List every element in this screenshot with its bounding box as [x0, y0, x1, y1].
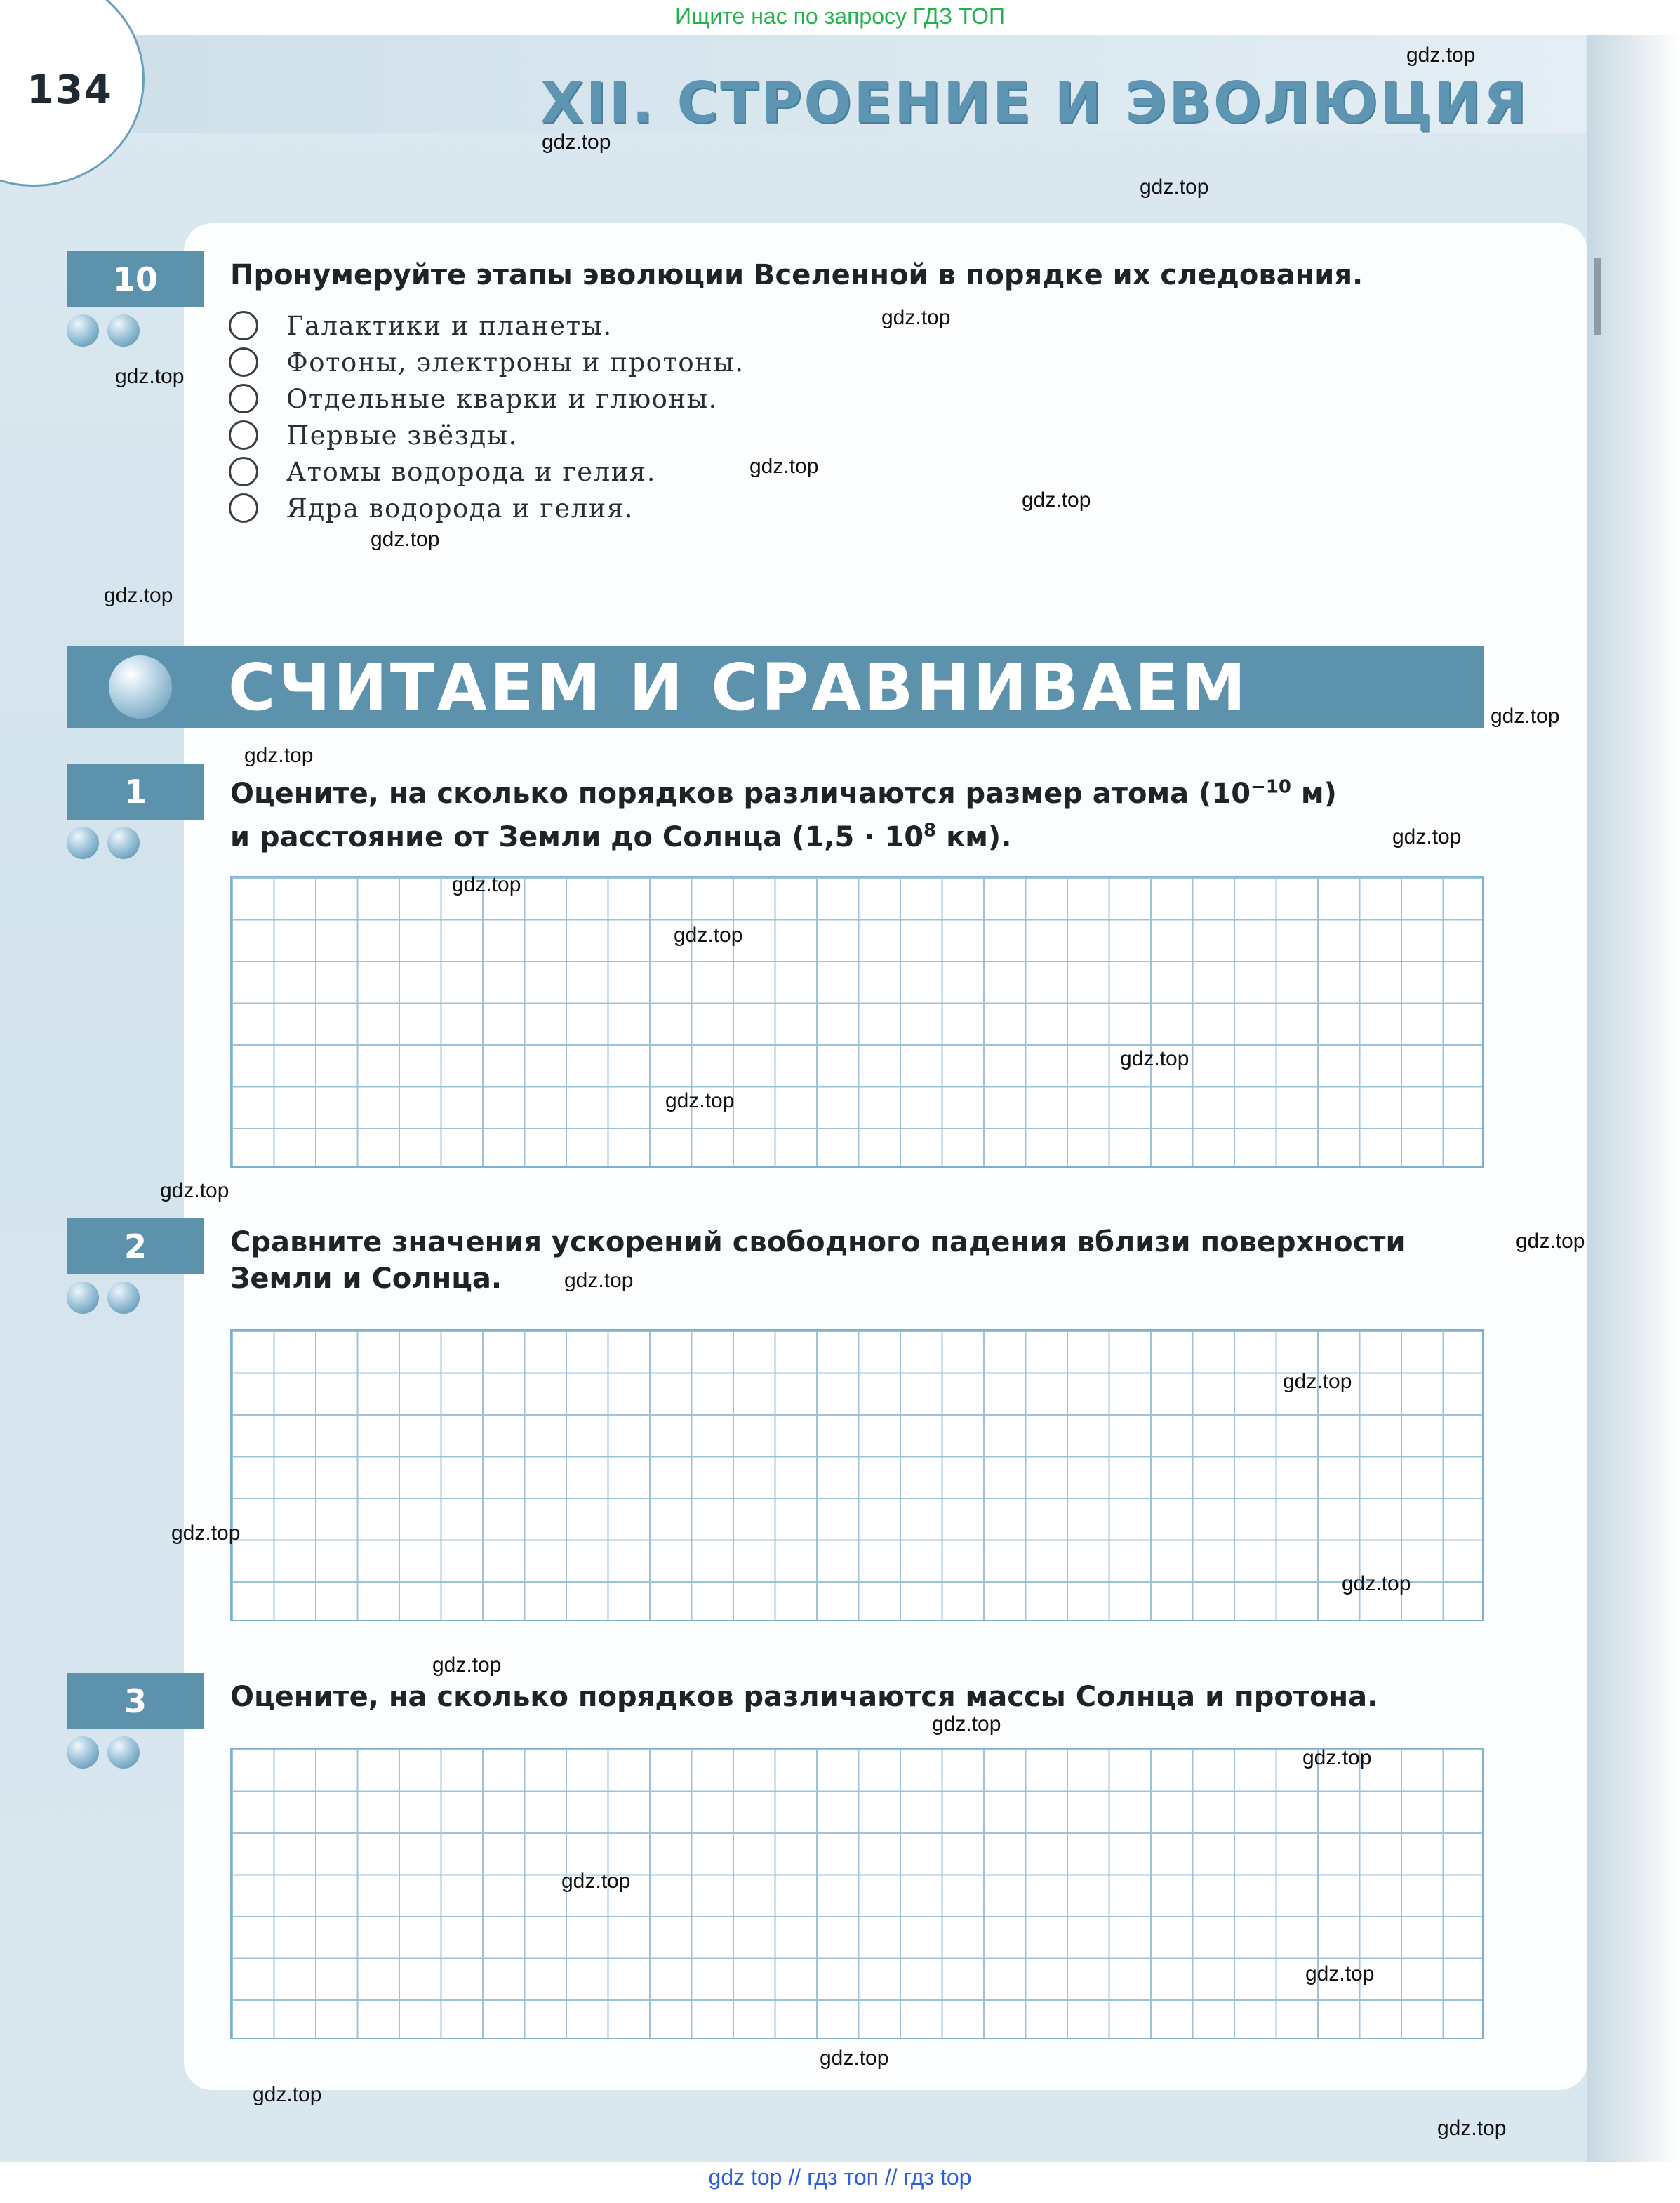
sphere-icon [109, 655, 172, 719]
watermark: gdz.top [160, 1179, 229, 1202]
answer-circle-input[interactable] [229, 347, 258, 377]
watermark: gdz.top [932, 1712, 1001, 1736]
text-fragment: Оцените, на сколько порядков различаются размер атома (10 [230, 778, 1251, 811]
difficulty-dot-icon [107, 1282, 140, 1314]
option-label: Атомы водорода и гелия. [286, 456, 656, 487]
watermark: gdz.top [1302, 1746, 1372, 1769]
task-1-line1 [230, 778, 1337, 810]
watermark: gdz.top [1305, 1962, 1375, 1985]
watermark: gdz.top [542, 131, 611, 154]
watermark: gdz.top [1437, 2117, 1507, 2140]
watermark: gdz.top [1516, 1230, 1585, 1253]
task-10-options [229, 307, 745, 526]
section-banner [67, 646, 1484, 728]
watermark: gdz.top [881, 306, 951, 329]
spine-mark [1594, 258, 1601, 335]
page-edge [1587, 35, 1680, 2162]
watermark: gdz.top [749, 455, 819, 478]
watermark: gdz.top [561, 1870, 631, 1893]
text-fragment: и расстояние от Земли до Солнца (1,5 · 10 [230, 820, 924, 853]
task-2-line1: Сравните значения ускорений свободного падения вблизи поверхности [230, 1226, 1406, 1258]
task-1-line2 [230, 821, 1011, 853]
answer-circle-input[interactable] [229, 457, 258, 486]
watermark: gdz.top [115, 365, 185, 388]
difficulty-dot-icon [67, 827, 99, 859]
section-title: СЧИТАЕМ И СРАВНИВАЕМ [228, 649, 1249, 725]
answer-circle-input[interactable] [229, 420, 258, 450]
task-3-difficulty [67, 1736, 140, 1769]
task-1-difficulty [67, 827, 140, 859]
answer-circle-input[interactable] [229, 311, 258, 340]
watermark: gdz.top [1120, 1047, 1189, 1070]
watermark: gdz.top [820, 2046, 889, 2070]
text-fragment: км). [936, 820, 1012, 853]
task-3-number: 3 [67, 1673, 204, 1729]
watermark: gdz.top [1022, 488, 1091, 512]
text-fragment: м) [1291, 778, 1337, 811]
difficulty-dot-icon [107, 314, 140, 347]
difficulty-dot-icon [67, 1736, 99, 1769]
watermark: gdz.top [1491, 705, 1560, 728]
option-label: Галактики и планеты. [286, 310, 613, 341]
answer-grid-task-1[interactable] [230, 876, 1484, 1168]
task-3-prompt: Оцените, на сколько порядков различаются массы Солнца и протона. [230, 1681, 1378, 1713]
option-label: Отдельные кварки и глюоны. [286, 383, 718, 414]
task-2-line2: Земли и Солнца. [230, 1263, 502, 1295]
answer-circle-input[interactable] [229, 384, 258, 413]
option-label: Ядра водорода и гелия. [286, 493, 634, 524]
option-label: Первые звёзды. [286, 420, 518, 451]
watermark: gdz.top [1283, 1370, 1352, 1393]
task-10-number: 10 [67, 251, 204, 307]
option-item[interactable] [229, 307, 745, 344]
difficulty-dot-icon [107, 827, 140, 859]
watermark: gdz.top [674, 924, 743, 947]
option-item[interactable] [229, 490, 745, 526]
exponent: −10 [1251, 777, 1291, 798]
watermark: gdz.top [104, 584, 173, 607]
difficulty-dot-icon [67, 1282, 99, 1314]
option-label: Фотоны, электроны и протоны. [286, 347, 745, 378]
task-1-number: 1 [67, 764, 204, 820]
option-item[interactable] [229, 453, 745, 490]
exponent: 8 [924, 820, 937, 841]
watermark: gdz.top [432, 1653, 502, 1677]
difficulty-dot-icon [67, 314, 99, 347]
difficulty-dot-icon [107, 1736, 140, 1769]
task-10-prompt: Пронумеруйте этапы эволюции Вселенной в порядке их следования. [230, 259, 1364, 291]
task-10-difficulty [67, 314, 140, 347]
option-item[interactable] [229, 380, 745, 417]
chapter-title: XII. СТРОЕНИЕ И ЭВОЛЮЦИЯ [540, 70, 1529, 135]
task-2-number: 2 [67, 1218, 204, 1274]
watermark: gdz.top [1392, 825, 1462, 848]
top-banner[interactable]: Ищите нас по запросу ГДЗ ТОП [675, 4, 1005, 29]
watermark: gdz.top [171, 1522, 241, 1545]
answer-grid-task-3[interactable] [230, 1748, 1484, 2039]
option-item[interactable] [229, 344, 745, 380]
watermark: gdz.top [244, 744, 314, 767]
task-2-prompt [230, 1224, 1465, 1297]
option-item[interactable] [229, 417, 745, 453]
task-1-prompt [230, 769, 1465, 856]
page-number: 134 [27, 67, 113, 113]
watermark: gdz.top [1406, 44, 1476, 67]
watermark: gdz.top [1342, 1572, 1411, 1595]
watermark: gdz.top [665, 1089, 735, 1112]
watermark: gdz.top [564, 1269, 634, 1292]
answer-circle-input[interactable] [229, 493, 258, 523]
watermark: gdz.top [253, 2083, 322, 2106]
task-2-difficulty [67, 1282, 140, 1314]
footer-links[interactable]: gdz top // гдз топ // гдз top [708, 2164, 972, 2190]
watermark: gdz.top [452, 873, 521, 896]
watermark: gdz.top [371, 528, 440, 551]
watermark: gdz.top [1140, 175, 1209, 199]
